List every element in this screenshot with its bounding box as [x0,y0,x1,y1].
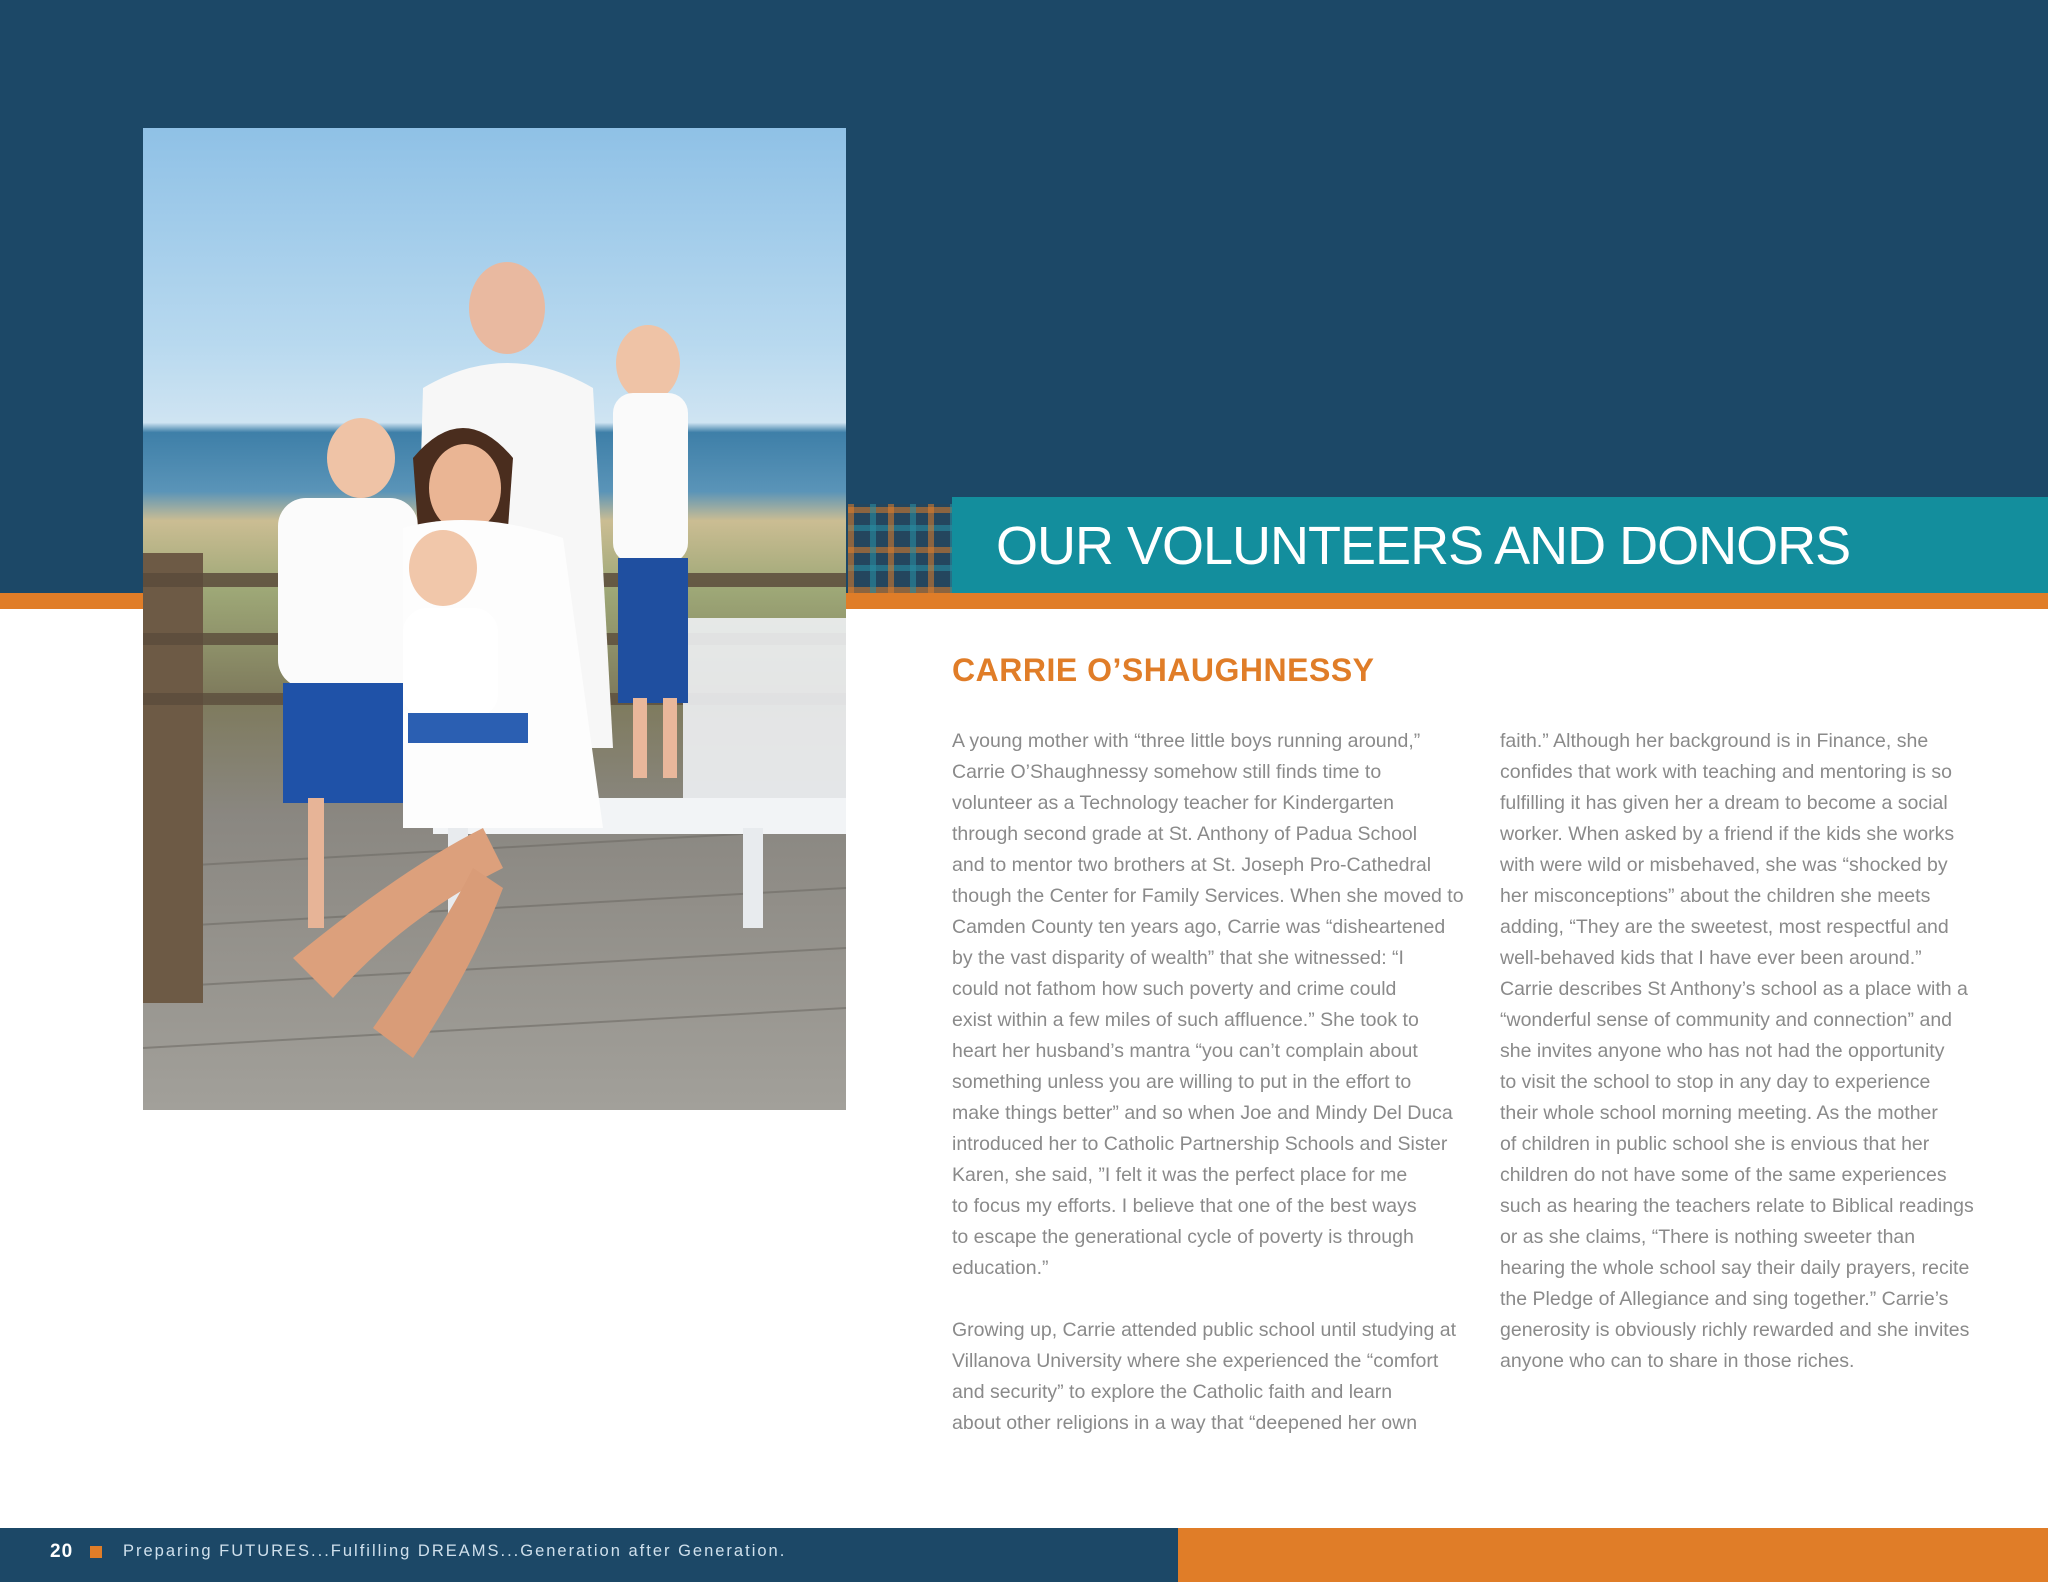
body-text-line: hearing the whole school say their daily prayers, recite [1500,1257,1970,1279]
body-text-line: exist within a few miles of such affluence.” She took to [952,1009,1419,1031]
footer-accent-bar [1178,1528,2048,1582]
profile-text-right-column [1500,726,2000,1377]
body-text-line: Villanova University where she experienced the “comfort [952,1350,1439,1372]
body-text-line: Carrie describes St Anthony’s school as a place with a [1500,978,1968,1000]
plaid-accent [848,504,952,593]
section-title-bar [952,497,2048,593]
body-text-line: their whole school morning meeting. As the mother [1500,1102,1938,1124]
body-text-line: A young mother with “three little boys running around,” [952,730,1421,752]
body-text-line: and to mentor two brothers at St. Joseph Pro-Cathedral [952,854,1432,876]
body-text-line: to focus my efforts. I believe that one of the best ways [952,1195,1417,1217]
body-text-line: Karen, she said, ”I felt it was the perfect place for me [952,1164,1408,1186]
body-text-line: about other religions in a way that “deepened her own [952,1412,1418,1434]
body-text-line: such as hearing the teachers relate to Biblical readings [1500,1195,1974,1217]
body-text-line: Growing up, Carrie attended public school until studying at [952,1319,1457,1341]
page-number: 20 [50,1541,74,1562]
body-text-line: anyone who can to share in those riches. [1500,1350,1855,1372]
body-text-line: or as she claims, “There is nothing sweeter than [1500,1226,1916,1248]
body-text-line: confides that work with teaching and mentoring is so [1500,761,1952,783]
body-text-line: heart her husband’s mantra “you can’t complain about [952,1040,1418,1062]
railing-post [143,553,203,1003]
profile-text-left-column [952,726,1464,1439]
body-text-line: education.” [952,1257,1049,1279]
body-text-line: faith.” Although her background is in Finance, she [1500,730,1929,752]
footer-bar [0,1528,1178,1582]
body-text-line [952,1284,1452,1315]
body-text-line: could not fathom how such poverty and crime could [952,978,1397,1000]
body-text-line: to escape the generational cycle of poverty is through [952,1226,1414,1248]
body-text-line: something unless you are willing to put in the effort to [952,1071,1412,1093]
body-text-line: worker. When asked by a friend if the kids she works [1500,823,1955,845]
people [278,262,688,1058]
body-text-line: Camden County ten years ago, Carrie was “disheartened [952,916,1446,938]
body-text-line: Carrie O’Shaughnessy somehow still finds time to [952,761,1382,783]
body-text-line: adding, “They are the sweetest, most respectful and [1500,916,1949,938]
body-text-line: generosity is obviously richly rewarded and she invites [1500,1319,1970,1341]
body-text-line: make things better” and so when Joe and Mindy Del Duca [952,1102,1453,1124]
body-text-line: by the vast disparity of wealth” that she witnessed: “I [952,947,1404,969]
family-photo [143,128,846,1110]
body-text-line: introduced her to Catholic Partnership Schools and Sister [952,1133,1448,1155]
footer-tagline: Preparing FUTURES...Fulfilling DREAMS...Generation after Generation. [123,1542,787,1560]
body-text-line: volunteer as a Technology teacher for Kindergarten [952,792,1394,814]
body-text-line: fulfilling it has given her a dream to become a social [1500,792,1948,814]
body-text-line: “wonderful sense of community and connection” and [1500,1009,1953,1031]
profile-name: CARRIE O’SHAUGHNESSY [952,652,1375,688]
section-title: OUR VOLUNTEERS AND DONORS [996,516,1851,576]
body-text-line: and security” to explore the Catholic faith and learn [952,1381,1393,1403]
body-text-line: her misconceptions” about the children she meets [1500,885,1931,907]
square-bullet-icon [90,1546,102,1558]
body-text-line: to visit the school to stop in any day to experience [1500,1071,1931,1093]
body-text-line: of children in public school she is envious that her [1500,1133,1930,1155]
body-text-line: children do not have some of the same experiences [1500,1164,1947,1186]
body-text-line: well-behaved kids that I have ever been around.” [1500,947,1922,969]
body-text-line: the Pledge of Allegiance and sing together.” Carrie’s [1500,1288,1949,1310]
body-text-line: she invites anyone who has not had the opportunity [1500,1040,1945,1062]
body-text-line: though the Center for Family Services. When she moved to [952,885,1464,907]
body-text-line: with were wild or misbehaved, she was “shocked by [1500,854,1948,876]
body-text-line: through second grade at St. Anthony of Padua School [952,823,1418,845]
family-photo-illustration [143,128,846,1110]
